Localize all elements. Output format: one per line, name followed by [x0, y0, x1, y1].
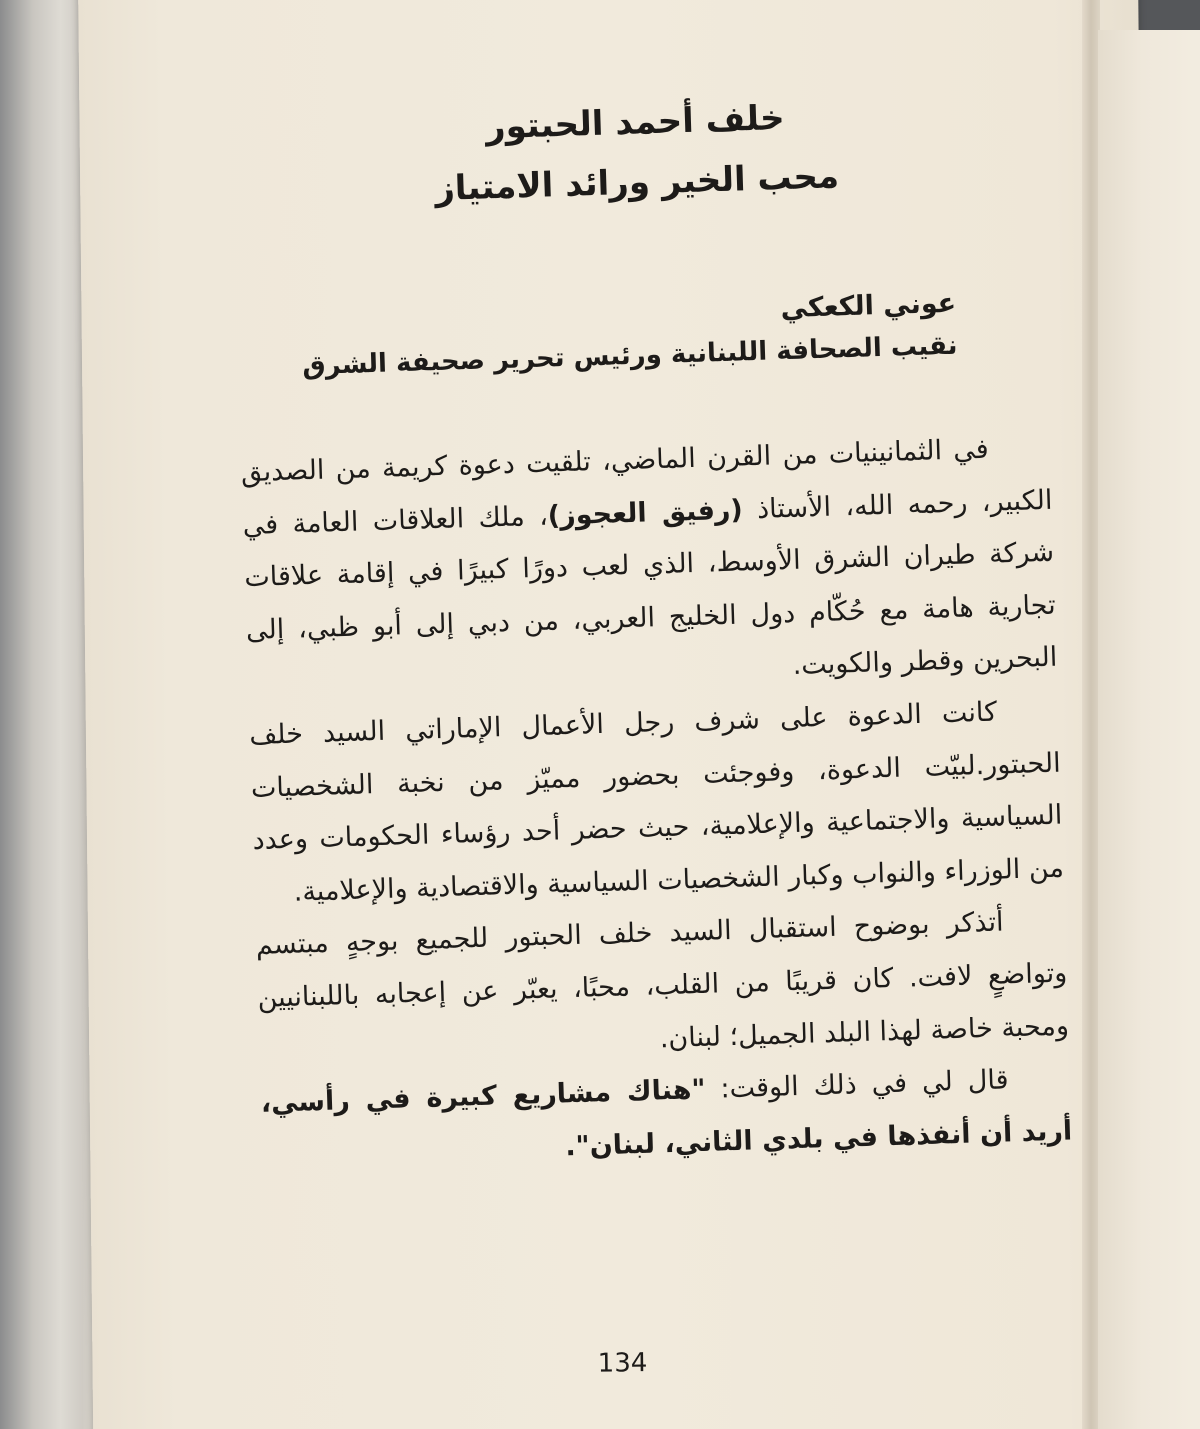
author-name: عوني الكعكي	[780, 287, 957, 325]
paragraph-1-text-a: في الثمانينيات من القرن الماضي، تلقيت دعوة كريمة من الصديق الكبير، رحمه الله، الأستاذ	[240, 433, 1053, 526]
article-title-line-1: خلف أحمد الحبتور	[485, 97, 786, 148]
book-page	[78, 0, 1153, 1429]
page-content	[229, 80, 1072, 1183]
paragraph-4-text-a: قال لي في ذلك الوقت:	[705, 1064, 1009, 1106]
article-title-line-2: محب الخير ورائد الامتياز	[434, 156, 840, 209]
paragraph-2: كانت الدعوة على شرف رجل الأعمال الإماراتي السيد خلف الحبتور.لبيّت الدعوة، وفوجئت بحضور مميّز من نخبة الشخصيات السياسية والاجتماعية والإعلامية، حيث حضر أحد رؤساء الحكومات وعدد من الوزراء والنواب وكبار الشخصيات السياسية والاقتصادية والإعلامية.	[248, 696, 1065, 908]
facing-page-edge	[1098, 30, 1200, 1429]
author-role: نقيب الصحافة اللبنانية ورئيس تحرير صحيفة الشرق	[301, 330, 958, 382]
page-number: 134	[597, 1348, 648, 1379]
paragraph-4-quote: "هناك مشاريع كبيرة في رأسي، أريد أن أنفذها في بلدي الثاني، لبنان".	[260, 1074, 1073, 1163]
article-body	[240, 422, 1073, 1183]
paragraph-1-bold-name: (رفيق العجوز)	[547, 494, 744, 532]
paragraph-1	[240, 422, 1058, 710]
paragraph-3: أتذكر بوضوح استقبال السيد خلف الحبتور للجميع بوجهٍ مبتسم وتواضعٍ لافت. كان قريبًا من القلب، محبًا، يعبّر عن إعجابه باللبنانيين ومحبة خاصة لهذا البلد الجميل؛ لبنان.	[255, 906, 1070, 1054]
paragraph-1-text-b: ، ملك العلاقات العامة في شركة طيران الشرق الأوسط، الذي لعب دورًا كبيرًا في إقامة علاقات تجارية هامة مع حُكّام دول الخليج العربي، من دبي إلى أبو ظبي، إلى البحرين وقطر والكويت.	[242, 500, 1058, 682]
